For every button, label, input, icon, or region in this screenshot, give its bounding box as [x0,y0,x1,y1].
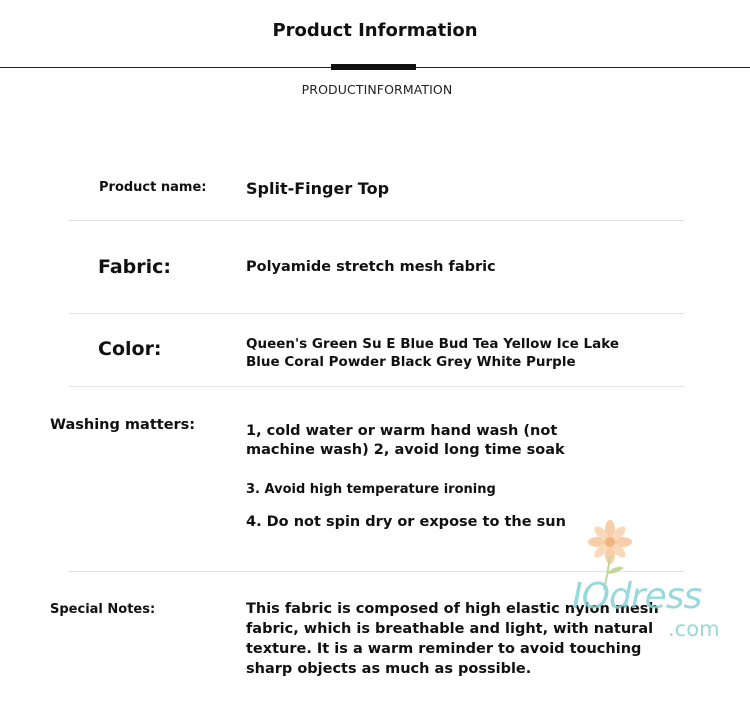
page-subtitle: PRODUCTINFORMATION [301,82,453,97]
washing-item1-line1: 1, cold water or warm hand wash (not [246,423,558,439]
watermark-domain: .com [668,617,720,641]
washing-item1-line2: machine wash) 2, avoid long time soak [246,442,565,458]
fabric-value: Polyamide stretch mesh fabric [246,259,496,275]
special-notes-label: Special Notes: [50,602,156,617]
row-divider [69,220,684,221]
color-label: Color: [98,338,162,360]
watermark-logo [570,520,730,650]
washing-item4: 4. Do not spin dry or expose to the sun [246,514,566,530]
product-name-value: Split-Finger Top [246,179,390,198]
product-name-label: Product name: [99,180,207,195]
washing-item3: 3. Avoid high temperature ironing [246,482,496,497]
header-accent-bar [331,64,416,70]
row-divider [69,313,684,314]
special-notes-line4: sharp objects as much as possible. [246,661,532,677]
special-notes-line2: fabric, which is breathable and light, with natural [246,621,654,637]
washing-label: Washing matters: [50,417,196,433]
row-divider [69,386,684,387]
special-notes-line3: texture. It is a warm reminder to avoid touching [246,641,642,657]
page-title: Product Information [272,20,478,41]
special-notes-line1: This fabric is composed of high elastic nylon mesh [246,601,659,617]
color-value-line1: Queen's Green Su E Blue Bud Tea Yellow Ice Lake [246,336,619,352]
color-value-line2: Blue Coral Powder Black Grey White Purple [246,354,576,370]
watermark-brand: IOdress [572,576,702,617]
fabric-label: Fabric: [98,256,172,278]
